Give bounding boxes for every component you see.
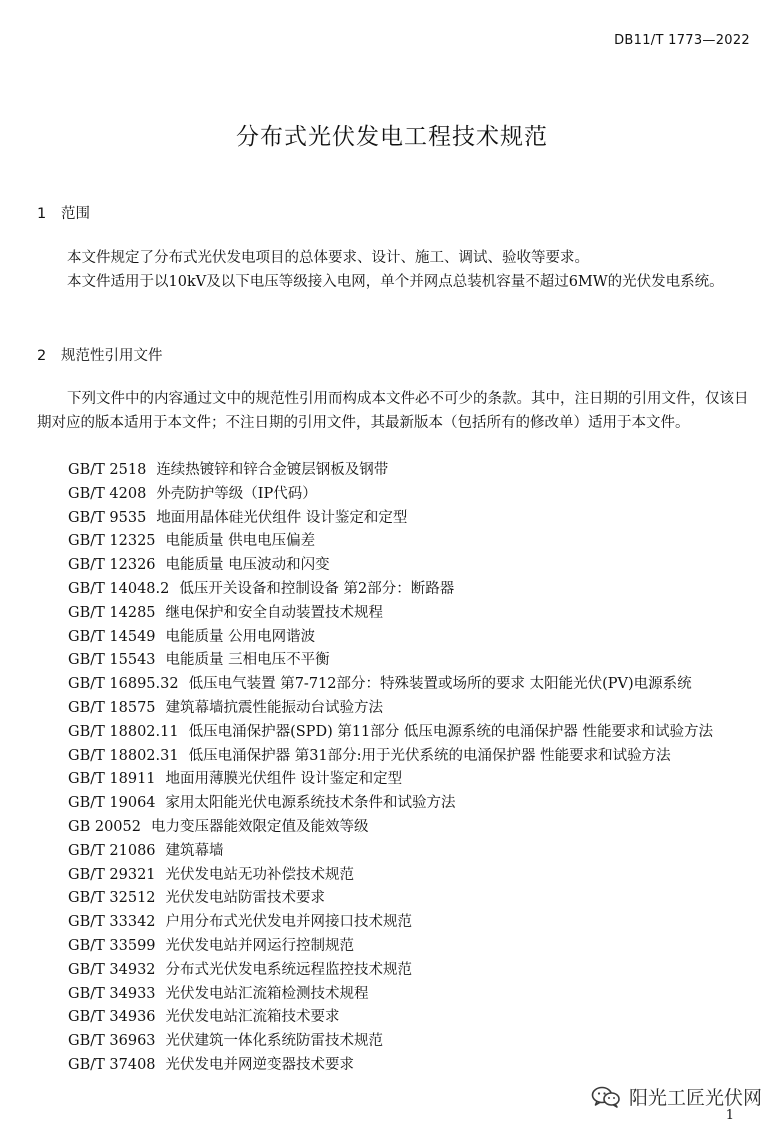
reference-title: 继电保护和安全自动装置技术规程 [165, 604, 384, 621]
reference-item [37, 840, 753, 864]
reference-code: GB/T 18911 [68, 771, 156, 788]
section-1-heading [37, 202, 90, 223]
reference-title: 分布式光伏发电系统远程监控技术规范 [165, 961, 413, 978]
wechat-icon [591, 1086, 621, 1108]
reference-code: GB/T 16895.32 [68, 676, 179, 693]
reference-title: 连续热镀锌和锌合金镀层钢板及钢带 [156, 462, 389, 478]
reference-title: 光伏发电并网逆变器技术要求 [165, 1056, 355, 1073]
reference-item [37, 1054, 753, 1078]
reference-title: 低压开关设备和控制设备 第2部分：断路器 [179, 580, 455, 597]
watermark [591, 1083, 762, 1110]
reference-code: GB/T 34932 [68, 961, 156, 978]
reference-code: GB/T 14048.2 [68, 580, 170, 597]
reference-code: GB/T 14549 [68, 628, 156, 645]
reference-title: 光伏发电站汇流箱技术要求 [165, 1009, 340, 1026]
section-number: 1 [37, 206, 47, 222]
reference-code: GB/T 15543 [68, 652, 156, 669]
page-title: 分布式光伏发电工程技术规范 [236, 124, 548, 150]
reference-title: 外壳防护等级（IP代码） [156, 485, 317, 502]
reference-item [37, 864, 753, 888]
reference-item [37, 673, 753, 697]
reference-title: 电能质量 电压波动和闪变 [165, 557, 330, 574]
reference-title: 低压电涌保护器 第31部分:用于光伏系统的电涌保护器 性能要求和试验方法 [188, 747, 671, 764]
section-2-heading [37, 344, 163, 365]
reference-item [37, 578, 753, 602]
section-title: 范围 [61, 206, 90, 222]
reference-item [37, 959, 753, 983]
reference-code: GB/T 4208 [68, 485, 147, 502]
reference-code: GB 20052 [68, 818, 141, 835]
reference-item [37, 1006, 753, 1030]
reference-title: 电力变压器能效限定值及能效等级 [150, 818, 369, 835]
document-code: DB11/T 1773—2022 [614, 33, 750, 48]
reference-item [37, 768, 753, 792]
reference-title: 建筑幕墙抗震性能振动台试验方法 [165, 699, 384, 716]
section-title: 规范性引用文件 [61, 348, 163, 364]
reference-item [37, 935, 753, 959]
reference-item [37, 530, 753, 554]
page-number: 1 [725, 1108, 734, 1123]
reference-list [37, 459, 753, 1078]
section-number: 2 [37, 348, 47, 364]
reference-item [37, 816, 753, 840]
reference-item [37, 649, 753, 673]
reference-code: GB/T 9535 [68, 509, 147, 526]
reference-item [37, 697, 753, 721]
reference-title: 光伏建筑一体化系统防雷技术规范 [165, 1033, 384, 1050]
reference-code: GB/T 29321 [68, 866, 156, 883]
reference-title: 建筑幕墙 [165, 842, 224, 859]
reference-code: GB/T 18802.11 [68, 723, 179, 740]
reference-code: GB/T 32512 [68, 890, 156, 907]
reference-item [37, 911, 753, 935]
reference-item [37, 626, 753, 650]
reference-code: GB/T 33599 [68, 937, 156, 954]
reference-item [37, 887, 753, 911]
reference-code: GB/T 34936 [68, 1009, 156, 1026]
reference-item [37, 983, 753, 1007]
reference-code: GB/T 2518 [68, 462, 147, 478]
reference-item [37, 507, 753, 531]
reference-title: 光伏发电站防雷技术要求 [165, 890, 326, 907]
section-1-paragraph-1: 本文件规定了分布式光伏发电项目的总体要求、设计、施工、调试、验收等要求。 [67, 250, 589, 266]
reference-item [37, 554, 753, 578]
reference-code: GB/T 33342 [68, 914, 156, 931]
reference-title: 光伏发电站并网运行控制规范 [165, 937, 355, 954]
reference-code: GB/T 19064 [68, 795, 156, 812]
reference-item [37, 792, 753, 816]
reference-title: 电能质量 供电电压偏差 [165, 533, 316, 550]
reference-title: 地面用晶体硅光伏组件 设计鉴定和定型 [156, 509, 408, 526]
reference-item [37, 483, 753, 507]
reference-code: GB/T 12325 [68, 533, 156, 550]
reference-code: GB/T 18575 [68, 699, 156, 716]
reference-title: 地面用薄膜光伏组件 设计鉴定和定型 [165, 771, 403, 788]
reference-title: 电能质量 三相电压不平衡 [165, 652, 330, 669]
reference-item [37, 602, 753, 626]
reference-item [37, 745, 753, 769]
reference-code: GB/T 34933 [68, 985, 156, 1002]
reference-title: 光伏发电站汇流箱检测技术规程 [165, 985, 369, 1002]
reference-code: GB/T 21086 [68, 842, 156, 859]
reference-item [37, 459, 753, 483]
section-2-intro: 下列文件中的内容通过文中的规范性引用而构成本文件必不可少的条款。其中，注日期的引用文件，仅该日期对应的版本适用于本文件；不注日期的引用文件，其最新版本（包括所有的修改单）适用于本文件。 [37, 391, 749, 431]
reference-item [37, 1030, 753, 1054]
reference-title: 低压电气装置 第7-712部分：特殊装置或场所的要求 太阳能光伏(PV)电源系统 [188, 676, 692, 693]
reference-title: 家用太阳能光伏电源系统技术条件和试验方法 [165, 795, 456, 812]
reference-code: GB/T 36963 [68, 1033, 156, 1050]
reference-code: GB/T 12326 [68, 557, 156, 574]
reference-title: 电能质量 公用电网谐波 [165, 628, 316, 645]
reference-code: GB/T 37408 [68, 1056, 156, 1073]
reference-title: 光伏发电站无功补偿技术规范 [165, 866, 355, 883]
reference-title: 户用分布式光伏发电并网接口技术规范 [165, 914, 413, 931]
watermark-text: 阳光工匠光伏网 [628, 1087, 762, 1109]
reference-code: GB/T 14285 [68, 604, 156, 621]
reference-item [37, 721, 753, 745]
reference-title: 低压电涌保护器(SPD) 第11部分 低压电源系统的电涌保护器 性能要求和试验方法 [188, 723, 713, 740]
reference-code: GB/T 18802.31 [68, 747, 179, 764]
section-1-paragraph-2: 本文件适用于以10kV及以下电压等级接入电网，单个并网点总装机容量不超过6MW的光伏发电系统。 [67, 274, 724, 290]
